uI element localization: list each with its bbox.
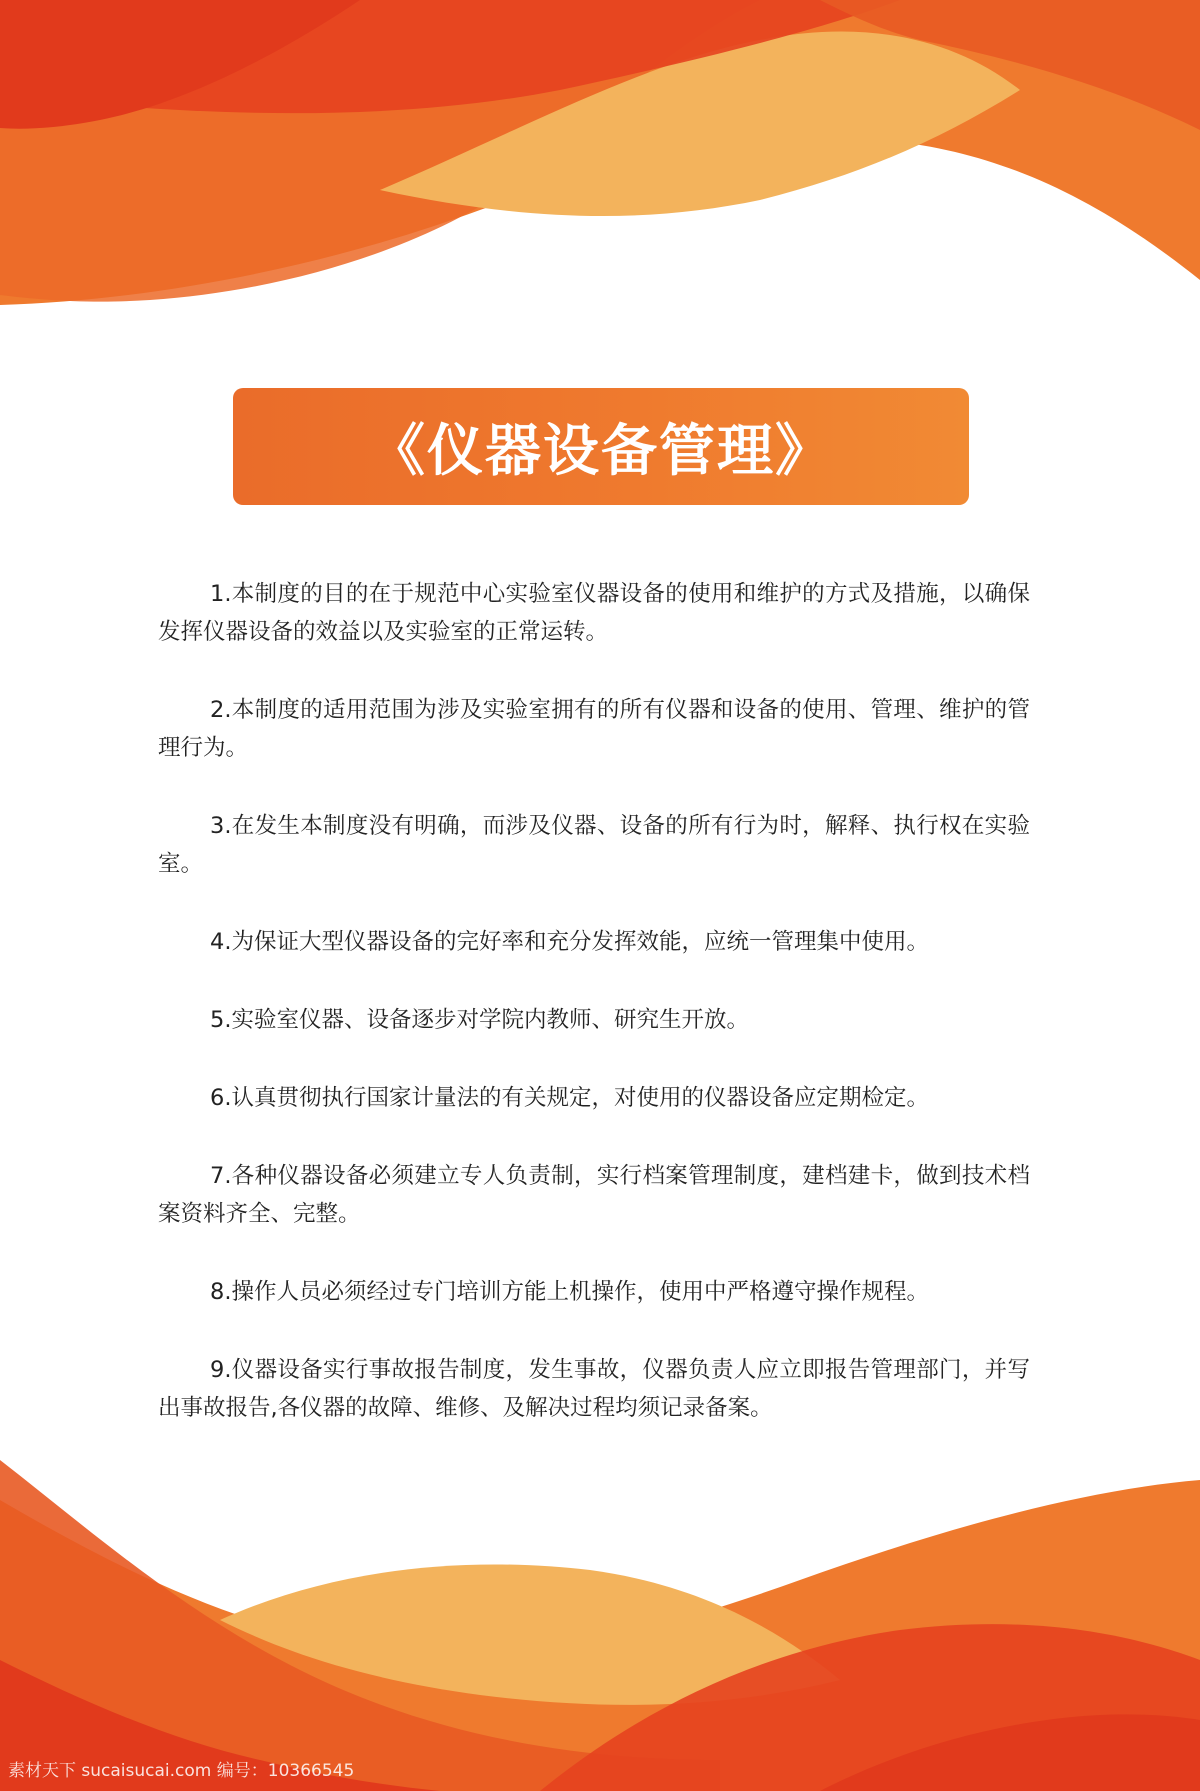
- title-banner: [233, 388, 969, 505]
- regulation-item-9: 9.仪器设备实行事故报告制度，发生事故，仪器负责人应立即报告管理部门，并写出事故报告,各仪器的故障、维修、及解决过程均须记录备案。: [158, 1357, 1030, 1421]
- regulation-item-1: 1.本制度的目的在于规范中心实验室仪器设备的使用和维护的方式及措施，以确保发挥仪器设备的效益以及实验室的正常运转。: [158, 581, 1030, 645]
- regulation-item-6: 6.认真贯彻执行国家计量法的有关规定，对使用的仪器设备应定期检定。: [210, 1085, 929, 1111]
- regulation-item-5: 5.实验室仪器、设备逐步对学院内教师、研究生开放。: [210, 1007, 749, 1033]
- regulation-item-4: 4.为保证大型仪器设备的完好率和充分发挥效能，应统一管理集中使用。: [210, 929, 929, 955]
- bottom-wave-decoration: [0, 1460, 1200, 1791]
- regulation-item-7: 7.各种仪器设备必须建立专人负责制，实行档案管理制度，建档建卡，做到技术档案资料齐全、完整。: [158, 1163, 1030, 1227]
- watermark-text: 素材天下 sucaisucai.com 编号：10366545: [8, 1761, 355, 1781]
- page-title: 《仪器设备管理》: [369, 418, 833, 484]
- regulation-content: [158, 575, 1030, 1467]
- regulation-item-2: 2.本制度的适用范围为涉及实验室拥有的所有仪器和设备的使用、管理、维护的管理行为。: [158, 697, 1030, 761]
- top-wave-decoration: [0, 0, 1200, 330]
- regulation-item-3: 3.在发生本制度没有明确，而涉及仪器、设备的所有行为时，解释、执行权在实验室。: [158, 813, 1030, 877]
- regulation-item-8: 8.操作人员必须经过专门培训方能上机操作，使用中严格遵守操作规程。: [210, 1279, 929, 1305]
